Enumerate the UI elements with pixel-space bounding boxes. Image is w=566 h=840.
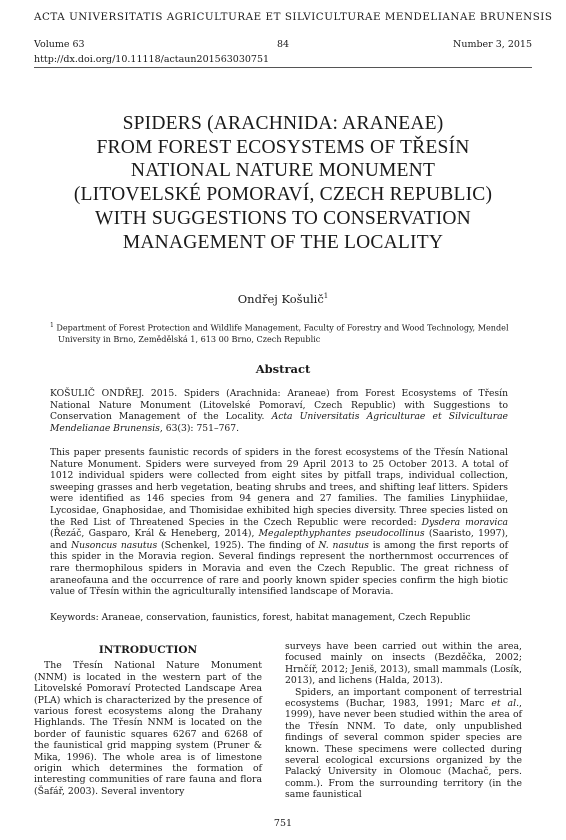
intro-text: , 1999), have never been studied within the area of the Třesín NNM. To date, only unpublished findings of several common spider species are known. These specimens were collected during several ecological excursions organized by the Palacký University in Olomouc (Machač, pers. comm.). From the surrounding territory (in the same faunistical — [285, 698, 522, 801]
summary-text: is among the first reports of this spider in the Moravia region. Several findings represent the northernmost occurrences of rare thermophilous spiders in Moravia and even the Czech Republic. The great richness of araneofauna and the occurrence of rare and poorly known spider species confirm the high biotic value of Třesín within the agriculturally intensified landscape of Moravia. — [50, 539, 508, 598]
author-affiliation-mark: 1 — [323, 292, 329, 301]
title-line: SPIDERS (ARACHNIDA: ARANEAE) — [122, 113, 444, 134]
introduction-heading: INTRODUCTION — [98, 644, 198, 656]
intro-left-column — [34, 645, 262, 797]
issue-meta — [34, 39, 532, 53]
doi-link[interactable]: http://dx.doi.org/10.11118/actaun201563030751 — [34, 54, 270, 65]
summary-text: This paper presents faunistic records of spiders in the forest ecosystems of the Třesín National Nature Monument. Spiders were surveyed from 29 April 2013 to 25 October 2013. A total of 1012 individual spiders were collected from eight sites by pitfall traps, individual collection, sweeping grasses and herb vegetation, beating shrubs and trees, and shifting leaf litters. Spiders were identified as 146 species from 94 genera and 27 families. The families Linyphiidae, Lycosidae, Gnaphosidae, and Thomisidae exhibited high species diversity. Three species listed on the Red List of Threatened Species in the Czech Republic were recorded: — [50, 447, 508, 528]
abstract-heading: Abstract — [255, 362, 311, 376]
paper-title — [34, 112, 532, 254]
page-number: 751 — [273, 818, 293, 829]
intro-etal: et al. — [491, 698, 520, 710]
author-line — [0, 292, 566, 306]
affiliation-mark: 1 — [50, 322, 54, 329]
journal-title: ACTA UNIVERSITATIS AGRICULTURAE ET SILVICULTURAE MENDELIANAE BRUNENSIS — [34, 11, 553, 23]
affiliation-text: Department of Forest Protection and Wildlife Management, Faculty of Forestry and Wood Technology, Mendel University in Brno, Zemědělská 1, 613 00 Brno, Czech Republic — [56, 322, 509, 345]
citation-journal: Acta Universitatis Agriculturae et Silviculturae Mendelianae Brunensis — [50, 411, 508, 434]
species-name: Megalepthyphantes pseudocollinus — [258, 528, 425, 540]
abstract-summary — [50, 447, 508, 598]
title-line: (LITOVELSKÉ POMORAVÍ, CZECH REPUBLIC) — [73, 184, 493, 206]
intro-text: Spiders, an important component of terrestrial ecosystems (Buchar, 1983, 1991; Marc — [285, 686, 522, 710]
intro-paragraph: surveys have been carried out within the area, focused mainly on insects (Bezděčka, 2002; Hrnčíř, 2012; Jeniš, 2013), small mammals (Losík, 2013), and lichens (Halda, 2013). — [285, 641, 522, 687]
summary-text: (Schenkel, 1925). The finding of — [157, 539, 319, 551]
citation-volume: , 63(3): 751–767. — [159, 422, 240, 434]
top-page-number: 84 — [276, 39, 290, 50]
summary-text: (Saaristo, 1997), and — [50, 528, 508, 551]
volume-label: Volume 63 — [34, 39, 85, 50]
intro-paragraph: The Třesín National Nature Monument (NNM) is located in the western part of the Litovelské Pomoraví Protected Landscape Area (PLA) which is characterized by the presence of various forest ecosystems along the Drahany Highlands. The Třesín NNM is located on the border of faunistic squares 6267 and 6268 of the faunistical grid mapping system (Pruner & Mika, 1996). The whole area is of limestone origin which determines the formation of interesting communities of rare fauna and flora (Šafář, 2003). Several inventory — [34, 660, 262, 797]
species-name: N. nasutus — [318, 539, 369, 551]
title-line: FROM FOREST ECOSYSTEMS OF TŘESÍN — [96, 136, 470, 158]
title-line: NATIONAL NATURE MONUMENT — [130, 160, 436, 182]
intro-right-column — [285, 641, 522, 801]
title-line: MANAGEMENT OF THE LOCALITY — [122, 231, 444, 253]
title-line: WITH SUGGESTIONS TO CONSERVATION — [95, 207, 471, 229]
author-name: Ondřej Košulič — [237, 292, 324, 306]
issue-label: Number 3, 2015 — [453, 39, 532, 50]
species-name: Dysdera moravica — [421, 516, 508, 528]
header-rule — [34, 67, 532, 68]
citation-text: KOŠULIČ ONDŘEJ. 2015. Spiders (Arachnida: Araneae) from Forest Ecosystems of Třesín National Nature Monument (Litovelské Pomoraví, Czech Republic) with Suggestions to Conservation Management of the Locality. — [50, 388, 508, 423]
abstract-citation — [50, 388, 508, 434]
affiliation — [50, 320, 528, 346]
summary-text: (Řezáč, Gasparo, Král & Heneberg, 2014), — [50, 528, 259, 540]
intro-paragraph — [285, 687, 522, 801]
keywords: Keywords: Araneae, conservation, faunistics, forest, habitat management, Czech Republic — [50, 612, 471, 623]
species-name: Nusoncus nasutus — [71, 539, 158, 551]
